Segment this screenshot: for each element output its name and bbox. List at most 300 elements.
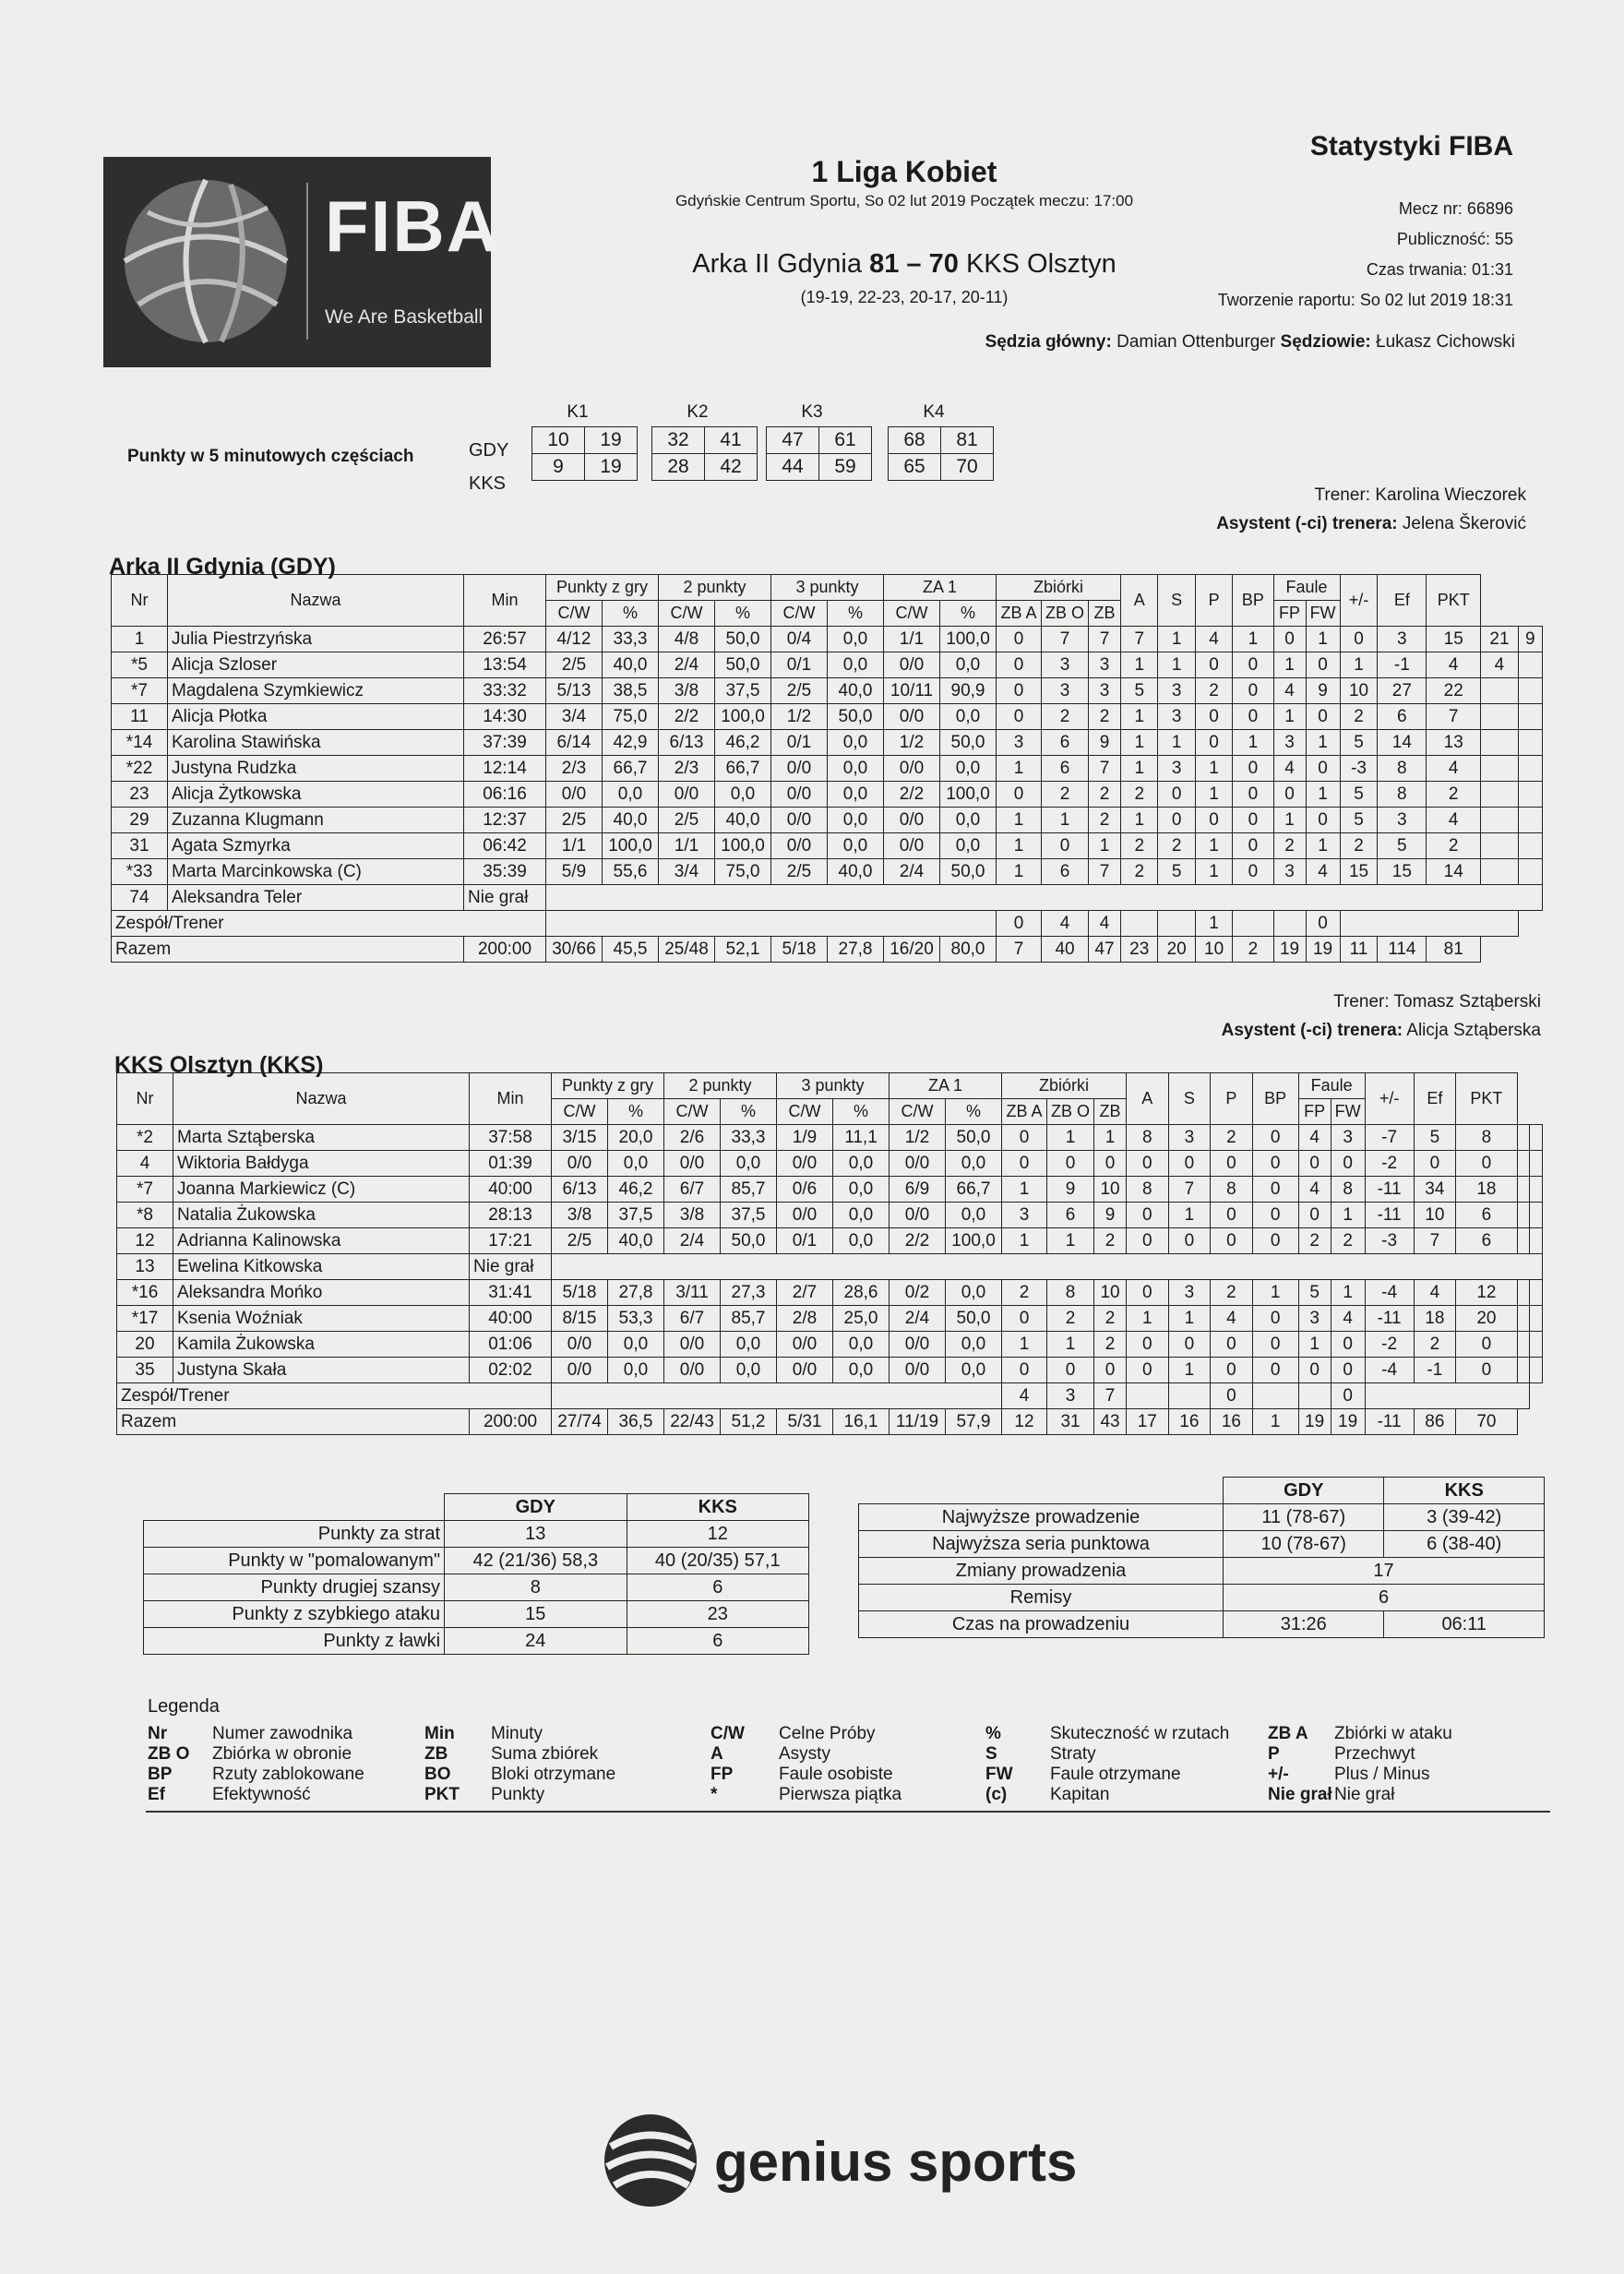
stat-cell: 6/14 — [546, 730, 603, 756]
summary-gdy: 15 — [445, 1601, 627, 1628]
quarter-kks-value: 65 — [889, 454, 941, 481]
stat-cell — [1518, 678, 1542, 704]
col-cw: C/W — [771, 601, 828, 627]
stat-cell — [1481, 833, 1518, 859]
stat-cell: 1 — [1273, 808, 1306, 833]
totals-cell: 5/18 — [771, 937, 828, 963]
summary-head-gdy: GDY — [1224, 1478, 1384, 1504]
team1-name: Arka II Gdynia (GDY) — [109, 554, 336, 580]
stat-cell: 1/1 — [659, 833, 715, 859]
summary-kks: 40 (20/35) 57,1 — [627, 1548, 808, 1574]
col-ft: ZA 1 — [890, 1073, 1002, 1099]
stat-cell: 0 — [1233, 756, 1273, 782]
stat-cell: 25,0 — [833, 1306, 890, 1332]
player-row — [112, 833, 1543, 859]
stat-cell: 14 — [1427, 859, 1481, 885]
stat-cell: 0 — [997, 627, 1042, 652]
stat-cell: 0,0 — [833, 1151, 890, 1177]
empty-cell — [1530, 1332, 1543, 1358]
stat-cell: 5 — [1340, 782, 1378, 808]
stat-cell: 2 — [1042, 704, 1089, 730]
fiba-logo — [103, 157, 500, 367]
col-cw: C/W — [884, 601, 940, 627]
stat-cell: 0,0 — [833, 1203, 890, 1228]
away-team: KKS Olsztyn — [965, 249, 1116, 279]
legend-abbr: BP — [148, 1765, 173, 1784]
player-number: *5 — [112, 652, 168, 678]
stat-cell: 0,0 — [940, 808, 997, 833]
stat-cell: 0 — [1168, 1151, 1211, 1177]
legend-underline — [146, 1811, 1550, 1813]
stat-cell: 3/8 — [659, 678, 715, 704]
stat-cell: 7 — [1121, 627, 1158, 652]
stat-cell: 0/0 — [777, 1358, 833, 1383]
totals-cell: 43 — [1094, 1409, 1127, 1435]
stat-cell: 0 — [1127, 1280, 1169, 1306]
empty-cell — [1121, 911, 1158, 937]
summary-right-merged-row — [859, 1585, 1545, 1611]
summary-merged-value: 6 — [1224, 1585, 1545, 1611]
fiba-tagline: We Are Basketball — [325, 306, 484, 328]
stat-cell: 1 — [1094, 1125, 1127, 1151]
col-a: A — [1127, 1073, 1169, 1125]
summary-kks: 3 (39-42) — [1384, 1504, 1545, 1531]
player-minutes: 28:13 — [470, 1203, 552, 1228]
stat-cell: 0,0 — [828, 730, 884, 756]
player-minutes: 40:00 — [470, 1306, 552, 1332]
stat-cell: 2/4 — [659, 652, 715, 678]
player-minutes: 40:00 — [470, 1177, 552, 1203]
stat-cell: 50,0 — [940, 859, 997, 885]
quarter-gdy-value: 41 — [705, 427, 758, 454]
player-minutes: 12:14 — [464, 756, 546, 782]
player-row — [112, 808, 1543, 833]
stat-cell: 0,0 — [940, 652, 997, 678]
quarter-row-kks — [652, 454, 758, 481]
col-ft: ZA 1 — [884, 575, 997, 601]
player-number: 1 — [112, 627, 168, 652]
stat-cell — [1481, 730, 1518, 756]
stat-cell: 0 — [1252, 1125, 1298, 1151]
stat-cell: 33,3 — [721, 1125, 777, 1151]
totals-cell: 19 — [1298, 1409, 1331, 1435]
col-3p: 3 punkty — [777, 1073, 890, 1099]
legend-abbr: A — [710, 1744, 723, 1764]
stat-cell: 7 — [1089, 627, 1121, 652]
stat-cell: 37,5 — [608, 1203, 664, 1228]
stat-cell: 12 — [1456, 1280, 1518, 1306]
stat-cell: 3 — [1168, 1280, 1211, 1306]
stat-cell: 6/7 — [664, 1177, 721, 1203]
stat-cell: 3 — [1298, 1306, 1331, 1332]
stat-cell: 27,3 — [721, 1280, 777, 1306]
stat-cell: 18 — [1456, 1177, 1518, 1203]
stat-cell: 0 — [1252, 1332, 1298, 1358]
genius-sports-wordmark: genius sports — [714, 2131, 1078, 2193]
team2-assistant-label: Asystent (-ci) trenera: — [1221, 1021, 1403, 1040]
player-name: Magdalena Szymkiewicz — [168, 678, 464, 704]
stat-cell: 100,0 — [940, 782, 997, 808]
stat-cell: 6/7 — [664, 1306, 721, 1332]
stat-cell: 0/1 — [771, 730, 828, 756]
team-zb: 7 — [1094, 1383, 1127, 1409]
player-number: 74 — [112, 885, 168, 911]
stat-cell: 1 — [1002, 1332, 1047, 1358]
stat-cell: 85,7 — [721, 1306, 777, 1332]
referee-label: Sędzia główny: — [985, 332, 1112, 352]
stat-cell: 1 — [1121, 652, 1158, 678]
stat-cell: 0 — [1340, 627, 1378, 652]
quarter-row-gdy — [767, 427, 872, 454]
legend-meaning: Faule osobiste — [779, 1765, 893, 1784]
summary-kks: 6 — [627, 1574, 808, 1601]
legend-meaning: Nie grał — [1334, 1785, 1395, 1804]
empty-cell — [1340, 911, 1518, 937]
totals-cell: 40 — [1042, 937, 1089, 963]
col-name: Nazwa — [168, 575, 464, 627]
stat-cell: 0 — [1252, 1306, 1298, 1332]
col-fg: Punkty z gry — [546, 575, 659, 601]
player-number: 11 — [112, 704, 168, 730]
stat-cell: 3 — [1378, 808, 1427, 833]
league-title: 1 Liga Kobiet — [811, 155, 997, 188]
stat-cell: 2/6 — [664, 1125, 721, 1151]
stat-cell: 4 — [1427, 808, 1481, 833]
stat-cell: 7 — [1427, 704, 1481, 730]
totals-cell: 2 — [1233, 937, 1273, 963]
stat-cell: 6 — [1456, 1203, 1518, 1228]
stat-cell: 0,0 — [946, 1151, 1002, 1177]
stat-cell — [1518, 833, 1542, 859]
col-name: Nazwa — [173, 1073, 470, 1125]
player-name: Aleksandra Teler — [168, 885, 464, 911]
col-pct: % — [946, 1099, 1002, 1125]
player-number: *8 — [117, 1203, 173, 1228]
quarter-row-gdy — [652, 427, 758, 454]
totals-cell: 10 — [1195, 937, 1232, 963]
legend-meaning: Minuty — [491, 1724, 543, 1743]
player-minutes: 06:42 — [464, 833, 546, 859]
empty-cell — [1517, 1177, 1530, 1203]
legend-meaning: Efektywność — [212, 1785, 311, 1804]
player-minutes: 31:41 — [470, 1280, 552, 1306]
legend-meaning: Skuteczność w rzutach — [1050, 1724, 1230, 1743]
stat-cell: 1 — [1298, 1332, 1331, 1358]
stat-cell: 1 — [1089, 833, 1121, 859]
stat-cell: 27,8 — [608, 1280, 664, 1306]
stat-cell: 2/2 — [884, 782, 940, 808]
stat-cell: 85,7 — [721, 1177, 777, 1203]
col-cw: C/W — [659, 601, 715, 627]
col-s: S — [1168, 1073, 1211, 1125]
stat-cell: 15 — [1427, 627, 1481, 652]
col-pct: % — [940, 601, 997, 627]
stat-cell: 2/5 — [546, 652, 603, 678]
totals-cell: 17 — [1127, 1409, 1169, 1435]
stat-cell: 0/0 — [664, 1151, 721, 1177]
stat-cell: 2/5 — [771, 678, 828, 704]
quarter-row-kks — [767, 454, 872, 481]
stat-cell: 0 — [1195, 704, 1232, 730]
totals-cell: 27,8 — [828, 937, 884, 963]
player-number: *14 — [112, 730, 168, 756]
stat-cell: 5 — [1340, 808, 1378, 833]
quarter-gdy-value: 47 — [767, 427, 819, 454]
stat-cell: 0 — [1094, 1151, 1127, 1177]
totals-cell: -11 — [1365, 1409, 1414, 1435]
summary-label: Zmiany prowadzenia — [859, 1558, 1224, 1585]
quarter-gdy-value: 61 — [819, 427, 872, 454]
stat-cell: 9 — [1094, 1203, 1127, 1228]
stat-cell: 90,9 — [940, 678, 997, 704]
stat-cell: 0 — [1273, 782, 1306, 808]
stat-cell: 0 — [1306, 652, 1340, 678]
legend-meaning: Kapitan — [1050, 1785, 1110, 1804]
col-fw: FW — [1306, 601, 1340, 627]
stat-cell: 4 — [1331, 1306, 1365, 1332]
col-pct: % — [715, 601, 771, 627]
totals-cell: 19 — [1331, 1409, 1365, 1435]
stat-cell: 0/0 — [890, 1151, 946, 1177]
player-name: Wiktoria Bałdyga — [173, 1151, 470, 1177]
player-name: Kamila Żukowska — [173, 1332, 470, 1358]
stat-cell: 2 — [1427, 782, 1481, 808]
stat-cell: 2 — [1340, 833, 1378, 859]
stat-cell: -2 — [1365, 1151, 1414, 1177]
stat-cell: 0 — [1211, 1228, 1253, 1254]
empty-cell — [1233, 911, 1273, 937]
empty-cell — [552, 1383, 1002, 1409]
stat-cell: 0/0 — [552, 1332, 608, 1358]
stat-cell: 0,0 — [828, 833, 884, 859]
player-name: Alicja Żytkowska — [168, 782, 464, 808]
away-score: 70 — [928, 249, 959, 279]
col-min: Min — [470, 1073, 552, 1125]
stat-cell: 1/2 — [771, 704, 828, 730]
stat-cell: 6/9 — [890, 1177, 946, 1203]
stat-cell: 3/4 — [546, 704, 603, 730]
team-fouls: 0 — [1306, 911, 1340, 937]
empty-cell — [1158, 911, 1195, 937]
legend-meaning: Zbiórka w obronie — [212, 1744, 352, 1764]
stat-cell — [1518, 859, 1542, 885]
stat-cell: 0 — [1273, 627, 1306, 652]
stat-cell: 27 — [1378, 678, 1427, 704]
home-team: Arka II Gdynia — [692, 249, 863, 279]
stat-cell: 1 — [1306, 833, 1340, 859]
player-name: Alicja Szloser — [168, 652, 464, 678]
stat-cell: 0 — [1306, 808, 1340, 833]
stat-cell: 2/2 — [659, 704, 715, 730]
stat-cell: 0 — [1298, 1151, 1331, 1177]
stat-cell: 40,0 — [828, 678, 884, 704]
summary-left-row — [144, 1548, 809, 1574]
summary-gdy: 11 (78-67) — [1224, 1504, 1384, 1531]
stat-cell: -11 — [1365, 1306, 1414, 1332]
legend-abbr: % — [985, 1724, 1001, 1743]
stat-cell: 2 — [1089, 782, 1121, 808]
quarter-box-3 — [766, 426, 872, 481]
totals-cell: 200:00 — [464, 937, 546, 963]
stat-cell: 1 — [1158, 730, 1195, 756]
col-cw: C/W — [546, 601, 603, 627]
player-minutes: 26:57 — [464, 627, 546, 652]
stat-cell: 1/9 — [777, 1125, 833, 1151]
quarter-kks-value: 44 — [767, 454, 819, 481]
player-row — [112, 859, 1543, 885]
quarter-gdy-value: 10 — [532, 427, 585, 454]
stat-cell: 15 — [1340, 859, 1378, 885]
stat-cell: 4 — [1306, 859, 1340, 885]
player-name: Natalia Żukowska — [173, 1203, 470, 1228]
stat-cell: 4 — [1427, 652, 1481, 678]
stat-cell: 0,0 — [946, 1203, 1002, 1228]
stat-cell — [1518, 756, 1542, 782]
stat-cell: 0/2 — [890, 1280, 946, 1306]
judges-label: Sędziowie: — [1280, 332, 1371, 352]
stat-cell: 1 — [1306, 627, 1340, 652]
empty-cell — [1168, 1383, 1211, 1409]
stat-cell — [1518, 782, 1542, 808]
stat-cell: 0,0 — [721, 1332, 777, 1358]
empty-cell — [859, 1478, 1224, 1504]
stat-cell: 1 — [1121, 730, 1158, 756]
stat-cell: 40,0 — [603, 808, 659, 833]
stat-cell: -1 — [1378, 652, 1427, 678]
stat-cell: 0 — [1002, 1151, 1047, 1177]
stat-cell: 0 — [1195, 652, 1232, 678]
team-zba: 0 — [997, 911, 1042, 937]
player-name: Ksenia Woźniak — [173, 1306, 470, 1332]
quarter-box-4 — [888, 426, 994, 481]
stat-cell: 1/2 — [890, 1125, 946, 1151]
stat-cell: 0 — [1195, 808, 1232, 833]
empty-cell — [1517, 1358, 1530, 1383]
stat-cell: 2 — [1121, 859, 1158, 885]
team2-stats-table — [116, 1072, 1543, 1435]
stat-cell: 34 — [1414, 1177, 1456, 1203]
stat-cell: 0 — [1002, 1125, 1047, 1151]
summary-head-kks: KKS — [1384, 1478, 1545, 1504]
stat-cell: 6/13 — [659, 730, 715, 756]
home-score: 81 — [869, 249, 900, 279]
stat-cell: 0 — [1002, 1306, 1047, 1332]
stat-cell: 37,5 — [715, 678, 771, 704]
player-minutes: 02:02 — [470, 1358, 552, 1383]
player-row — [117, 1228, 1543, 1254]
player-row — [112, 678, 1543, 704]
stat-cell: 1 — [1331, 1203, 1365, 1228]
stat-cell: 7 — [1089, 859, 1121, 885]
summary-right-row — [859, 1504, 1545, 1531]
legend-meaning: Celne Próby — [779, 1724, 876, 1743]
dnp-row — [112, 885, 1543, 911]
legend-abbr: FP — [710, 1765, 734, 1784]
player-name: Marta Marcinkowska (C) — [168, 859, 464, 885]
quarter-gdy-value: 81 — [941, 427, 994, 454]
player-row — [117, 1177, 1543, 1203]
quarter-row-gdy — [532, 427, 638, 454]
stat-cell — [1481, 678, 1518, 704]
stat-cell: 0/0 — [884, 833, 940, 859]
stat-cell: 1 — [1273, 704, 1306, 730]
stat-cell: -4 — [1365, 1280, 1414, 1306]
stat-cell: 2/4 — [890, 1306, 946, 1332]
summary-gdy: 13 — [445, 1521, 627, 1548]
totals-cell: 16/20 — [884, 937, 940, 963]
stat-cell: 8 — [1127, 1177, 1169, 1203]
player-minutes: 14:30 — [464, 704, 546, 730]
stat-cell: 2 — [1273, 833, 1306, 859]
empty-cell — [1365, 1383, 1530, 1409]
stat-cell: 66,7 — [603, 756, 659, 782]
stat-cell: 3/8 — [552, 1203, 608, 1228]
totals-cell: 11 — [1340, 937, 1378, 963]
totals-cell: 5/31 — [777, 1409, 833, 1435]
empty-cell — [1530, 1358, 1543, 1383]
stat-cell: 2 — [1427, 833, 1481, 859]
player-number: 20 — [117, 1332, 173, 1358]
stat-cell: 2/5 — [659, 808, 715, 833]
team1-coach: Trener: Karolina Wieczorek — [1314, 485, 1526, 505]
stat-cell: 11,1 — [833, 1125, 890, 1151]
empty-cell — [1517, 1306, 1530, 1332]
referees-line — [830, 332, 1515, 353]
col-zbo: ZB O — [1042, 601, 1089, 627]
player-name: Julia Piestrzyńska — [168, 627, 464, 652]
col-pct: % — [603, 601, 659, 627]
stat-cell: 0/0 — [777, 1203, 833, 1228]
stat-cell: 3 — [1042, 652, 1089, 678]
stat-cell: 100,0 — [715, 704, 771, 730]
stat-cell: 50,0 — [721, 1228, 777, 1254]
quarter-row-kks — [889, 454, 994, 481]
stat-cell: 8 — [1456, 1125, 1518, 1151]
col-pm: +/- — [1340, 575, 1378, 627]
stat-cell: 9 — [1518, 627, 1542, 652]
totals-cell: 19 — [1273, 937, 1306, 963]
player-row — [117, 1280, 1543, 1306]
stat-cell: 0 — [1127, 1203, 1169, 1228]
stat-cell: 0 — [1298, 1203, 1331, 1228]
totals-cell: 23 — [1121, 937, 1158, 963]
stat-cell: 8 — [1211, 1177, 1253, 1203]
stat-cell: 0/0 — [771, 782, 828, 808]
stat-cell: 0 — [1252, 1228, 1298, 1254]
stat-cell: 0/0 — [884, 652, 940, 678]
totals-cell: 86 — [1414, 1409, 1456, 1435]
stat-cell: 0,0 — [940, 756, 997, 782]
team2-assistant — [830, 1021, 1541, 1041]
quarters-team-gdy: GDY — [469, 440, 509, 461]
stat-cell: 0/0 — [552, 1151, 608, 1177]
summary-left-table — [143, 1493, 809, 1655]
summary-gdy: 10 (78-67) — [1224, 1531, 1384, 1558]
player-minutes: 37:58 — [470, 1125, 552, 1151]
stat-cell: 100,0 — [603, 833, 659, 859]
stat-cell: 0 — [1233, 833, 1273, 859]
stat-cell: 0 — [1331, 1151, 1365, 1177]
stat-cell: 4 — [1481, 652, 1518, 678]
legend-abbr: Ef — [148, 1785, 165, 1804]
stat-cell: 8 — [1127, 1125, 1169, 1151]
stat-cell: 0/0 — [771, 808, 828, 833]
stat-cell: 2 — [1211, 1125, 1253, 1151]
stat-cell: 2 — [1094, 1228, 1127, 1254]
player-minutes: 37:39 — [464, 730, 546, 756]
quarter-header-4: K4 — [923, 402, 945, 422]
stat-cell: 3 — [1273, 730, 1306, 756]
